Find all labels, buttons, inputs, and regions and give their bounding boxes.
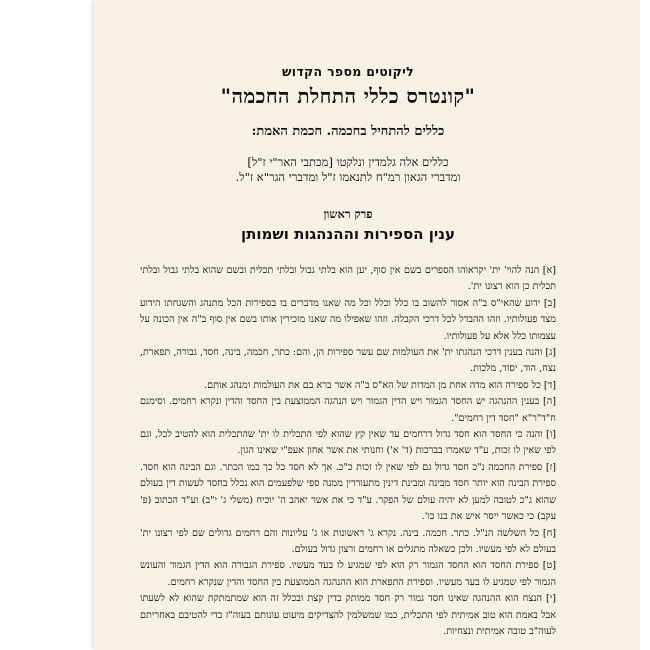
body-text (140, 263, 556, 640)
subtitle: כללים להתחיל בחכמה. חכמת האמת: (251, 124, 445, 139)
intro-line: כללים אלה גלמדין ונלקטו [מכתבי האר"י ז"ל] (247, 155, 449, 169)
intro-line: ומדברי הגאון רמ"ח לתנאמו ז"ל ומדברי הגר"א ז"ל. (235, 170, 461, 184)
intro-block (140, 155, 556, 185)
pretitle: ליקוטים מספר הקדוש (282, 64, 414, 79)
paragraph: [ב] ידוע שהאי"ס ב"ה אסור להשוב בו כלל וכלל וכל מה שאנו מדברים בו בספירות הכל מתנהג והשגחתו הידוע מצד פעולותיו. וזהו ההבדל לכל דרכי הקבלה. וזהו שאפילו מה שאנו מזכירין אותו בשם אין סוף ב"ה אין הכונה על עצמותו כלל אלא על פעולותיו. (140, 297, 556, 342)
chapter-label: פרק ראשון (323, 207, 373, 221)
paragraph: [ד] כל ספירה הוא מדה אחת מן המדות של הא"ס ב"ה אשר ברא בם את העולמות ומנהג אותם. (204, 379, 556, 391)
paragraph: [ט] ספירת החסד הוא החסד הגמור רק הוא לפי שמגיע לו בעד מעשיו. ספירת הגבורה הוא הדין הגמור והעונש הגמור לפי שמגיע לו בעד מעשיו. וספירת התפארת הוא ההנהגה הממוצעת בין החסד והדין שנקרא רחמים. (140, 560, 556, 588)
paragraph: [א] הנה להוי' ית' יקראוהו הספרים בשם אין סוף, יען הוא בלתי גבול ובלתי תכלית ובשם שהוא בלתי גבול ובלתי תכלית כן הוא רצונו ית'. (140, 265, 556, 293)
main-title: "קונטרס כללי התחלת החכמה" (220, 84, 476, 108)
page-content (140, 64, 556, 650)
paragraph: [ג] והנה בענין דרכי הנהגתו ית' את העולמות שם עשר ספירות הן, והם: כתר, חכמה, בינה, חסד, גבורה, תפארת, נצח, הוד, יסוד, מלכות. (140, 347, 556, 375)
paragraph: [ח] כל השלשה הנ"ל. כתר. חכמה. בינה. נקרא ג' ראשונות או ג' עליונות והם רחמים גדולים שם לפי רצונו ית' בעולם לא לפי מעשיו. ולכן כשאלה מתגלים או רחמים ורצון גדול בעולם. (140, 527, 556, 555)
paragraph: [ו] והנה כי החסד הוא חסד גדול דרחמים עד שאין קץ שהוא לפי התכלית לו ית' שהתכלית הוא להטיב לכל, וגם לפי שאין לו זכות, ע"ד שאמרו בברכות (ד' א') וחנותי את אשר אחון אעפ"י שאינו הגון. (140, 429, 556, 457)
chapter-title: ענין הספירות וההנהגות ושמותן (240, 225, 456, 243)
paragraph: [ה] בענין ההנהגה יש החסד הגמור ויש הדין הגמור ויש הנהגה הממוצעת בין החסד והדין ונקרא רחמים. וסימנם ח"ד"ר"א "חסד דין רחמים". (140, 396, 556, 424)
paragraph: [ז] ספירת החכמה נ"כ חסד גדול גם לפי שאין לו זכות כ"כ. אך לא חסד כל כך כמו הכתר. וגם הבינה הוא חסד. ספירת הבינה הוא יותר חסד מבינה ומבינת דינין מתעוררין ממנה ספי שלפעמים הוא נכלל בחסד לעשות דין בעולם שהוא ג"כ לטובה למען לא יהיה עולם של הפקר. ע"ד כי את אשר יאהב ה' יוכיח (משלי ג' י"ב) וע"ד הכתוב (פ' עקב) כי כאשר ייסר איש את בנו כו'. (140, 461, 556, 523)
paragraph: [י] הנצח הוא ההנהגה שאינו חסד גמור רק חסד ממותק בדין קצת ובכלל זה הוא שמתמתקת שהוא לא לשעתו אבל באמת הוא טוב אמיתית לפי התכלית, כמו שמשלמין להצדיקים מיעוט עונותם בעוה"ז כדי להטיבם באחריתם לעוה"ב טובה אמיתית ונצחיות. (140, 593, 556, 637)
